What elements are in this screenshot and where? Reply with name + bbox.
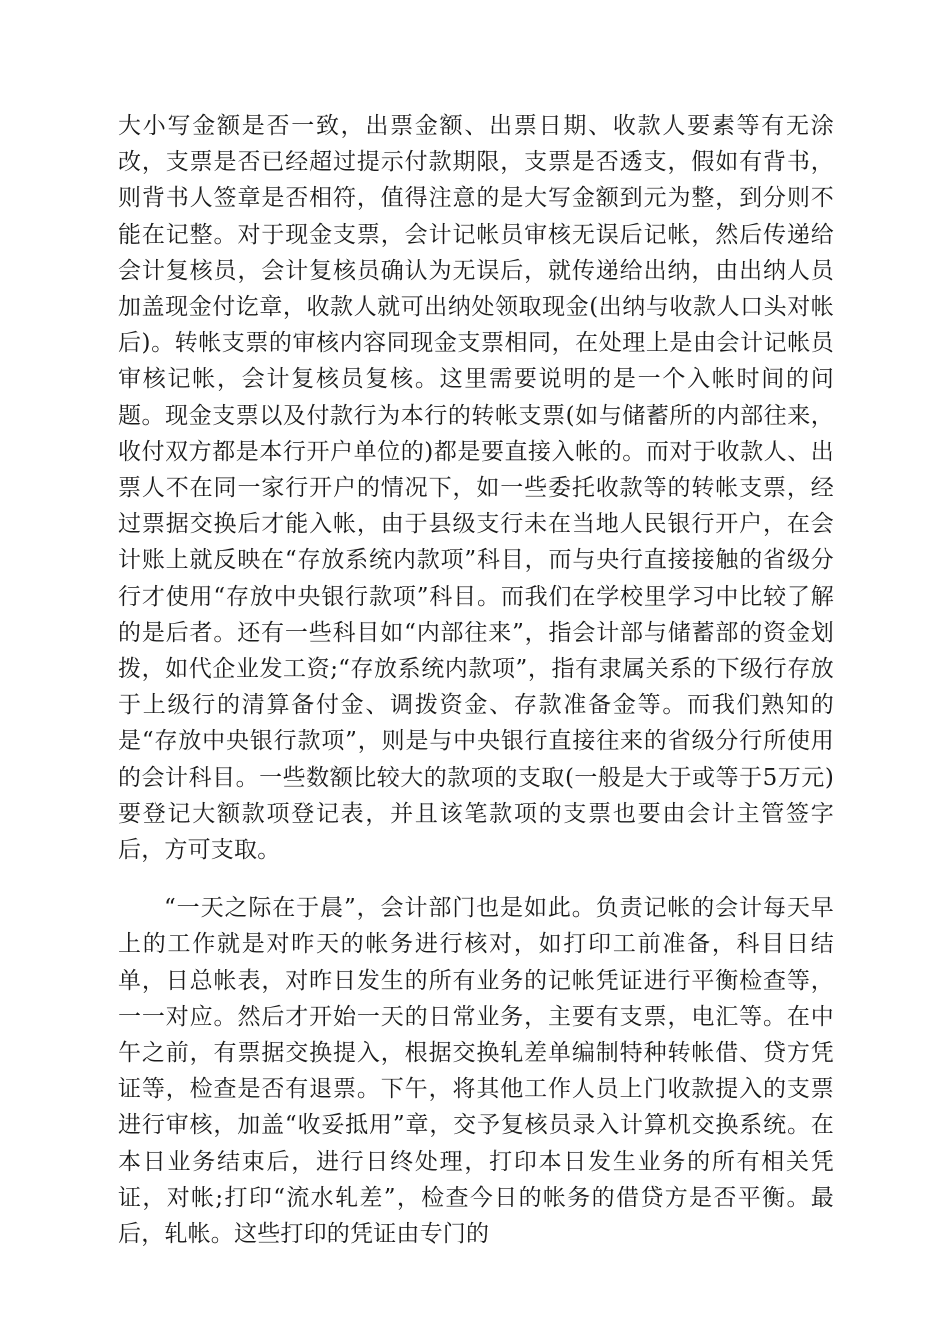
paragraph-daily-routine: “一天之际在于晨”，会计部门也是如此。负责记帐的会计每天早上的工作就是对昨天的帐务进行核对，如打印工前准备，科目日结单，日总帐表，对昨日发生的所有业务的记帐凭证进行平衡检查等，一一对应。然后才开始一天的日常业务，主要有支票，电汇等。在中午之前，有票据交换提入，根据交换轧差单编制特种转帐借、贷方凭证等，检查是否有退票。下午，将其他工作人员上门收款提入的支票进行审核，加盖“收妥抵用”章，交予复核员录入计算机交换系统。在本日业务结束后，进行日终处理，打印本日发生业务的所有相关凭证，对帐;打印“流水轧差”，检查今日的帐务的借贷方是否平衡。最后，轧帐。这些打印的凭证由专门的 [118, 895, 834, 1248]
document-body [118, 108, 834, 1252]
paragraph-check-review: 大小写金额是否一致，出票金额、出票日期、收款人要素等有无涂改，支票是否已经超过提示付款期限，支票是否透支，假如有背书，则背书人签章是否相符，值得注意的是大写金额到元为整，到分则不能在记整。对于现金支票，会计记帐员审核无误后记帐，然后传递给会计复核员，会计复核员确认为无误后，就传递给出纳，由出纳人员加盖现金付讫章，收款人就可出纳处领取现金(出纳与收款人口头对帐后)。转帐支票的审核内容同现金支票相同，在处理上是由会计记帐员审核记帐，会计复核员复核。这里需要说明的是一个入帐时间的问题。现金支票以及付款行为本行的转帐支票(如与储蓄所的内部往来，收付双方都是本行开户单位的)都是要直接入帐的。而对于收款人、出票人不在同一家行开户的情况下，如一些委托收款等的转帐支票，经过票据交换后才能入帐，由于县级支行未在当地人民银行开户，在会计账上就反映在“存放系统内款项”科目，而与央行直接接触的省级分行才使用“存放中央银行款项”科目。而我们在学校里学习中比较了解的是后者。还有一些科目如“内部往来”，指会计部与储蓄部的资金划拨，如代企业发工资;“存放系统内款项”，指有隶属关系的下级行存放于上级行的清算备付金、调拨资金、存款准备金等。而我们熟知的是“存放中央银行款项”，则是与中央银行直接往来的省级分行所使用的会计科目。一些数额比较大的款项的支取(一般是大于或等于5万元)要登记大额款项登记表，并且该笔款项的支票也要由会计主管签字后，方可支取。 [118, 113, 834, 864]
